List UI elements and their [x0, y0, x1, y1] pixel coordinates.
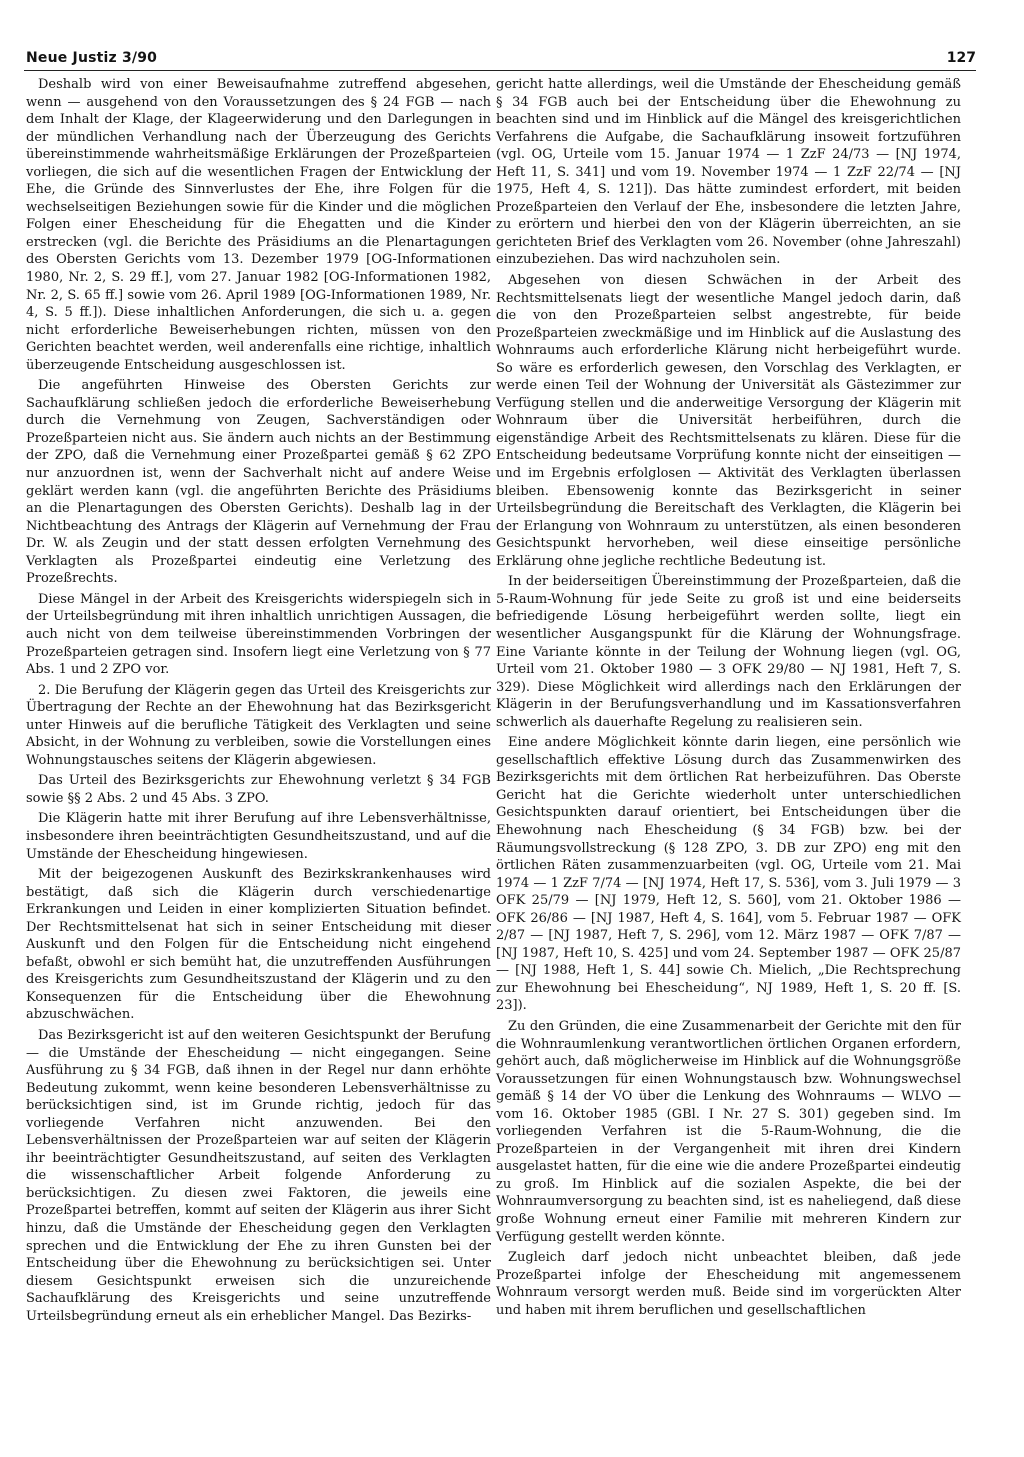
right-column — [496, 76, 961, 1322]
left-column — [26, 76, 491, 1328]
paragraph: Zu den Gründen, die eine Zusammenarbeit der Gerichte mit den für die Wohnraumlenkung verantwortlichen örtlichen Organen erfordern, gehört auch, daß möglicherweise im Hinblick auf die Wohnungsgröße Voraussetzungen für einen Wohnungstausch bzw. Wohnungswechsel gemäß § 14 der VO über die Lenkung des Wohnraums — WLVO — vom 16. Oktober 1985 (GBl. I Nr. 27 S. 301) gegeben sind. Im vorliegenden Verfahren ist die 5-Raum-Wohnung, die die Prozeßparteien in der Vergangenheit mit ihren drei Kindern ausgelastet hatten, für die eine wie die andere Prozeßpartei eindeutig zu groß. Im Hinblick auf die sozialen Aspekte, die bei der Wohnraumversorgung zu beachten sind, ist es naheliegend, daß diese große Wohnung erneut einer Familie mit mehreren Kindern zur Verfügung gestellt werden könnte. — [496, 1018, 961, 1245]
paragraph: Die angeführten Hinweise des Obersten Gerichts zur Sachaufklärung schließen jedoch die erforderliche Beweiserhebung durch die Vernehmung von Zeugen, Sachverständigen oder Prozeßparteien nicht aus. Sie ändern auch nichts an der Bestimmung der ZPO, daß die Vernehmung einer Prozeßpartei gemäß § 62 ZPO nur anzuordnen ist, wenn der Sachverhalt nicht auf andere Weise geklärt werden kann (vgl. die angeführten Berichte des Präsidiums an die Plenartagungen des Obersten Gerichts). Deshalb lag in der Nichtbeachtung des Antrags der Klägerin auf Vernehmung der Frau Dr. W. als Zeugin und der statt dessen erfolgten Vernehmung des Verklagten als Prozeßpartei eindeutig eine Verletzung des Prozeßrechts. — [26, 378, 491, 587]
page-number: 127 — [946, 50, 976, 66]
paragraph: Abgesehen von diesen Schwächen in der Arbeit des Rechtsmittelsenats liegt der wesentliche Mangel jedoch darin, daß die von den Prozeßparteien selbst angestrebte, für beide Prozeßparteien zweckmäßige und im Hinblick auf die Auslastung des Wohnraums auch erforderliche Klärung nicht herbeigeführt wurde. So wäre es erforderlich gewesen, den Vorschlag des Verklagten, er werde einen Teil der Wohnung der Universität als Gästezimmer zur Verfügung stellen und die anderweitige Versorgung der Klägerin mit Wohnraum über die Universität herbeiführen, durch die eigenständige Arbeit des Rechtsmittelsenats zu klären. Diese für die Entscheidung bedeutsame Vorprüfung konnte nicht der einseitigen — und im Ergebnis erfolglosen — Aktivität des Verklagten überlassen bleiben. Ebensowenig konnte das Bezirksgericht in seiner Urteilsbegründung die Bereitschaft des Verklagten, die Klägerin bei der Erlangung von Wohnraum zu unterstützen, als einen besonderen Gesichtspunkt hervorheben, weil diese einseitige persönliche Erklärung ohne jegliche rechtliche Bedeutung ist. — [496, 273, 961, 569]
header-rule — [24, 70, 976, 71]
paragraph: Das Urteil des Bezirksgerichts zur Ehewohnung verletzt § 34 FGB sowie §§ 2 Abs. 2 und 45 Abs. 3 ZPO. — [26, 773, 491, 806]
paragraph: Deshalb wird von einer Beweisaufnahme zutreffend abgesehen, wenn — ausgehend von den Voraussetzungen des § 24 FGB — nach dem Inhalt der Klage, der Klageerwiderung und den Darlegungen in der mündlichen Verhandlung nach der Überzeugung des Gerichts übereinstimmende wahrheitsmäßige Erklärungen der Prozeßparteien vorliegen, die sich auf die wesentlichen Fragen der Entwicklung der Ehe, die Gründe des Sinnverlustes der Ehe, ihre Folgen für die wechselseitigen Beziehungen sowie für die Kinder und die möglichen Folgen einer Ehescheidung für die Ehegatten und die Kinder erstrecken (vgl. die Berichte des Präsidiums an die Plenartagungen des Obersten Gerichts vom 13. Dezember 1979 [OG-Informationen 1980, Nr. 2, S. 29 ff.], vom 27. Januar 1982 [OG-Informationen 1982, Nr. 2, S. 65 ff.] sowie vom 26. April 1989 [OG-Informationen 1989, Nr. 4, S. 5 ff.]). Diese inhaltlichen Anforderungen, die sich u. a. gegen nicht erforderliche Beweiserhebungen richten, müssen von den Gerichten beachtet werden, weil anderenfalls eine richtige, inhaltlich überzeugende Entscheidung ausgeschlossen ist. — [26, 77, 491, 373]
paragraph: In der beiderseitigen Übereinstimmung der Prozeßparteien, daß die 5-Raum-Wohnung für jede Seite zu groß ist und eine beiderseits befriedigende Lösung herbeigeführt werden sollte, liegt ein wesentlicher Ausgangspunkt für die Klärung der Wohnungsfrage. Eine Variante könnte in der Teilung der Wohnung liegen (vgl. OG, Urteil vom 21. Oktober 1980 — 3 OFK 29/80 — NJ 1981, Heft 7, S. 329). Diese Möglichkeit wird allerdings nach den Erklärungen der Klägerin in der Berufungsverhandlung und im Kassationsverfahren schwerlich als dauerhafte Regelung zu realisieren sein. — [496, 574, 961, 730]
paragraph: Das Bezirksgericht ist auf den weiteren Gesichtspunkt der Berufung — die Umstände der Ehescheidung — nicht eingegangen. Seine Ausführung zu § 34 FGB, daß ihnen in der Regel nur dann erhöhte Bedeutung zukommt, wenn keine besonderen Lebensverhältnisse zu berücksichtigen sind, ist im Grunde richtig, jedoch für das vorliegende Verfahren nicht anzuwenden. Bei den Lebensverhältnissen der Prozeßparteien war auf seiten der Klägerin ihr beeinträchtigter Gesundheitszustand, auf seiten des Verklagten die wissenschaftlicher Arbeit folgende Anforderung zu berücksichtigen. Zu diesen zwei Faktoren, die jeweils eine Prozeßpartei betreffen, kommt auf seiten der Klägerin aus ihrer Sicht hinzu, daß die Umstände der Ehescheidung gegen den Verklagten sprechen und die Entwicklung der Ehe zu ihren Gunsten bei der Entscheidung über die Ehewohnung zu berücksichtigen sei. Unter diesem Gesichtspunkt erweisen sich die unzureichende Sachaufklärung des Kreisgerichts und seine unzutreffende Urteilsbegründung erneut als ein erheblicher Mangel. Das Bezirks- — [26, 1027, 491, 1324]
paragraph: Zugleich darf jedoch nicht unbeachtet bleiben, daß jede Prozeßpartei infolge der Ehescheidung mit angemessenem Wohnraum versorgt werden muß. Beide sind im vorgerückten Alter und haben mit ihrem beruflichen und gesellschaftlichen — [496, 1250, 961, 1318]
paragraph: Eine andere Möglichkeit könnte darin liegen, eine persönlich wie gesellschaftlich effektive Lösung durch das Zusammenwirken des Bezirksgerichts mit dem örtlichen Rat herbeizuführen. Das Oberste Gericht hat die Gerichte wiederholt unter unterschiedlichen Gesichtspunkten darauf orientiert, bei Entscheidungen über die Ehewohnung nach Ehescheidung (§ 34 FGB) bzw. bei der Räumungsvollstreckung (§ 128 ZPO, 3. DB zur ZPO) eng mit den örtlichen Räten zusammenzuarbeiten (vgl. OG, Urteile vom 21. Mai 1974 — 1 ZzF 7/74 — [NJ 1974, Heft 17, S. 536], vom 3. Juli 1979 — 3 OFK 25/79 — [NJ 1979, Heft 12, S. 560], vom 21. Oktober 1986 — OFK 26/86 — [NJ 1987, Heft 4, S. 164], vom 5. Februar 1987 — OFK 2/87 — [NJ 1987, Heft 7, S. 296], vom 12. März 1987 — OFK 7/87 — [NJ 1987, Heft 10, S. 425] und vom 24. September 1987 — OFK 25/87 — [NJ 1988, Heft 1, S. 44] sowie Ch. Mielich, „Die Rechtsprechung zur Ehewohnung bei Ehescheidung“, NJ 1989, Heft 1, S. 20 ff. [S. 23]). — [496, 735, 961, 1014]
paragraph: 2. Die Berufung der Klägerin gegen das Urteil des Kreisgerichts zur Übertragung der Rechte an der Ehewohnung hat das Bezirksgericht unter Hinweis auf die berufliche Tätigkeit des Verklagten und seine Absicht, in der Wohnung zu verbleiben, sowie die Vorstellungen eines Wohnungstausches seitens der Klägerin abgewiesen. — [26, 682, 491, 768]
paragraph: gericht hatte allerdings, weil die Umstände der Ehescheidung gemäß § 34 FGB auch bei der Entscheidung über die Ehewohnung zu beachten sind und im Hinblick auf die Mängel des kreisgerichtlichen Verfahrens die Aufgabe, die Sachaufklärung insoweit fortzuführen (vgl. OG, Urteile vom 15. Januar 1974 — 1 ZzF 24/73 — [NJ 1974, Heft 11, S. 341] und vom 19. November 1974 — 1 ZzF 22/74 — [NJ 1975, Heft 4, S. 121]). Das hätte zumindest erfordert, mit beiden Prozeßparteien den Verlauf der Ehe, insbesondere die letzten Jahre, zu erörtern und hierbei den von der Klägerin überreichten, an sie gerichteten Brief des Verklagten vom 26. November (ohne Jahreszahl) einzubeziehen. Das wird nachzuholen sein. — [496, 77, 961, 268]
paragraph: Diese Mängel in der Arbeit des Kreisgerichts widerspiegeln sich in der Urteilsbegründung mit ihren inhaltlich unrichtigen Aussagen, die auch nicht von dem teilweise übereinstimmenden Vorbringen der Prozeßparteien getragen sind. Insofern liegt eine Verletzung von § 77 Abs. 1 und 2 ZPO vor. — [26, 591, 491, 678]
paragraph: Die Klägerin hatte mit ihrer Berufung auf ihre Lebensverhältnisse, insbesondere ihren beeinträchtigten Gesundheitszustand, und auf die Umstände der Ehescheidung hingewiesen. — [26, 811, 491, 862]
journal-name: Neue Justiz 3/90 — [26, 50, 158, 66]
paragraph: Mit der beigezogenen Auskunft des Bezirkskrankenhauses wird bestätigt, daß sich die Klägerin durch verschiedenartige Erkrankungen und Leiden in einer komplizierten Situation befindet. Der Rechtsmittelsenat hat sich in seiner Entscheidung mit dieser Auskunft und den Folgen für die Entscheidung nicht eingehend befaßt, obwohl er sich bemüht hat, die unzutreffenden Ausführungen des Kreisgerichts zum Gesundheitszustand der Klägerin und zu den Konsequenzen für die Entscheidung über die Ehewohnung abzuschwächen. — [26, 867, 491, 1023]
